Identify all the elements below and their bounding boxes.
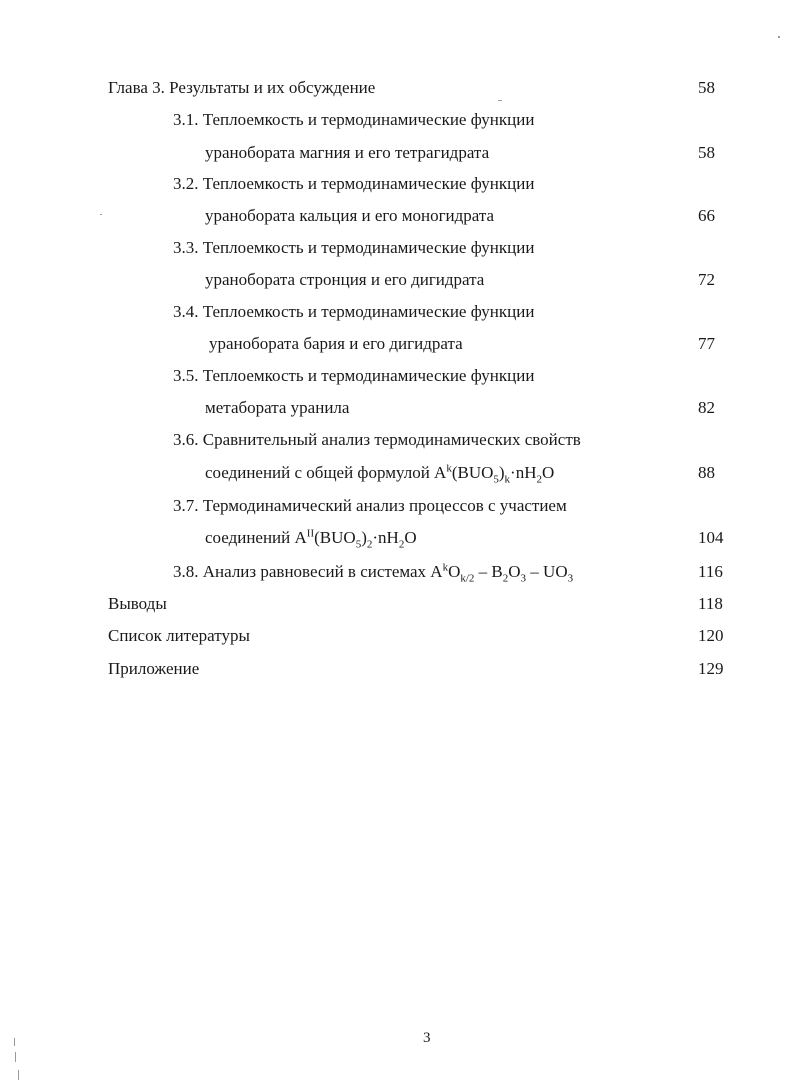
- scan-speck: [14, 1038, 15, 1046]
- toc-section-3-6-line2-text: соединений с общей формулой A: [205, 463, 447, 482]
- toc-section-3-3-page: 72: [698, 270, 715, 289]
- scan-speck: [778, 36, 780, 38]
- scan-speck: [18, 1070, 19, 1080]
- toc-references-title: Список литературы: [108, 626, 250, 645]
- toc-chapter-title: Глава 3. Результаты и их обсуждение: [108, 78, 376, 97]
- toc-section-3-8-line1: [173, 561, 574, 585]
- toc-section-3-6-line2: [205, 462, 555, 486]
- formula-general: $^k(BUO_5)_k\cdot nH_2O$: [446, 462, 555, 486]
- scan-speck: [100, 214, 102, 215]
- toc-section-3-3-line2: уранобората стронция и его дигидрата: [205, 270, 485, 289]
- toc-section-3-1-page: 58: [698, 143, 715, 162]
- toc-section-3-5-line2: метабората уранила: [205, 398, 350, 417]
- scan-speck: [15, 1052, 16, 1062]
- toc-section-3-2-page: 66: [698, 206, 715, 225]
- page-number: 3: [423, 1030, 431, 1046]
- toc-section-3-5-line1: 3.5. Теплоемкость и термодинамические функции: [173, 366, 535, 385]
- toc-section-3-6-line1: 3.6. Сравнительный анализ термодинамических свойств: [173, 430, 581, 449]
- toc-section-3-5-page: 82: [698, 398, 715, 417]
- toc-section-3-6-page: 88: [698, 463, 715, 482]
- toc-conclusions-title: Выводы: [108, 594, 167, 613]
- toc-section-3-7-line2: [205, 527, 417, 551]
- toc-section-3-4-page: 77: [698, 334, 715, 353]
- formula-system: $^kO_{k/2} - B_2O_3 - UO_3$: [442, 561, 574, 585]
- toc-appendix-title: Приложение: [108, 659, 200, 678]
- toc-appendix-page: 129: [698, 659, 724, 678]
- toc-section-3-8-page: 116: [698, 562, 723, 581]
- toc-section-3-4-line2: уранобората бария и его дигидрата: [209, 334, 463, 353]
- formula-compounds: $^{II}(BUO_5)_2\cdot nH_2O$: [306, 527, 417, 551]
- toc-conclusions-page: 118: [698, 594, 723, 613]
- toc-section-3-2-line2: уранобората кальция и его моногидрата: [205, 206, 495, 225]
- toc-section-3-4-line1: 3.4. Теплоемкость и термодинамические функции: [173, 302, 535, 321]
- toc-section-3-1-line1: 3.1. Теплоемкость и термодинамические функции: [173, 110, 535, 129]
- scan-speck: [498, 100, 502, 101]
- toc-references-page: 120: [698, 626, 724, 645]
- toc-section-3-2-line1: 3.2. Теплоемкость и термодинамические функции: [173, 174, 535, 193]
- toc-section-3-1-line2: уранобората магния и его тетрагидрата: [205, 143, 490, 162]
- toc-section-3-7-page: 104: [698, 528, 724, 547]
- toc-section-3-7-line2-text: соединений A: [205, 528, 307, 547]
- toc-section-3-8-text: 3.8. Анализ равновесий в системах A: [173, 562, 443, 581]
- toc-chapter-page: 58: [698, 78, 715, 97]
- toc-section-3-3-line1: 3.3. Теплоемкость и термодинамические функции: [173, 238, 535, 257]
- toc-section-3-7-line1: 3.7. Термодинамический анализ процессов с участием: [173, 496, 567, 515]
